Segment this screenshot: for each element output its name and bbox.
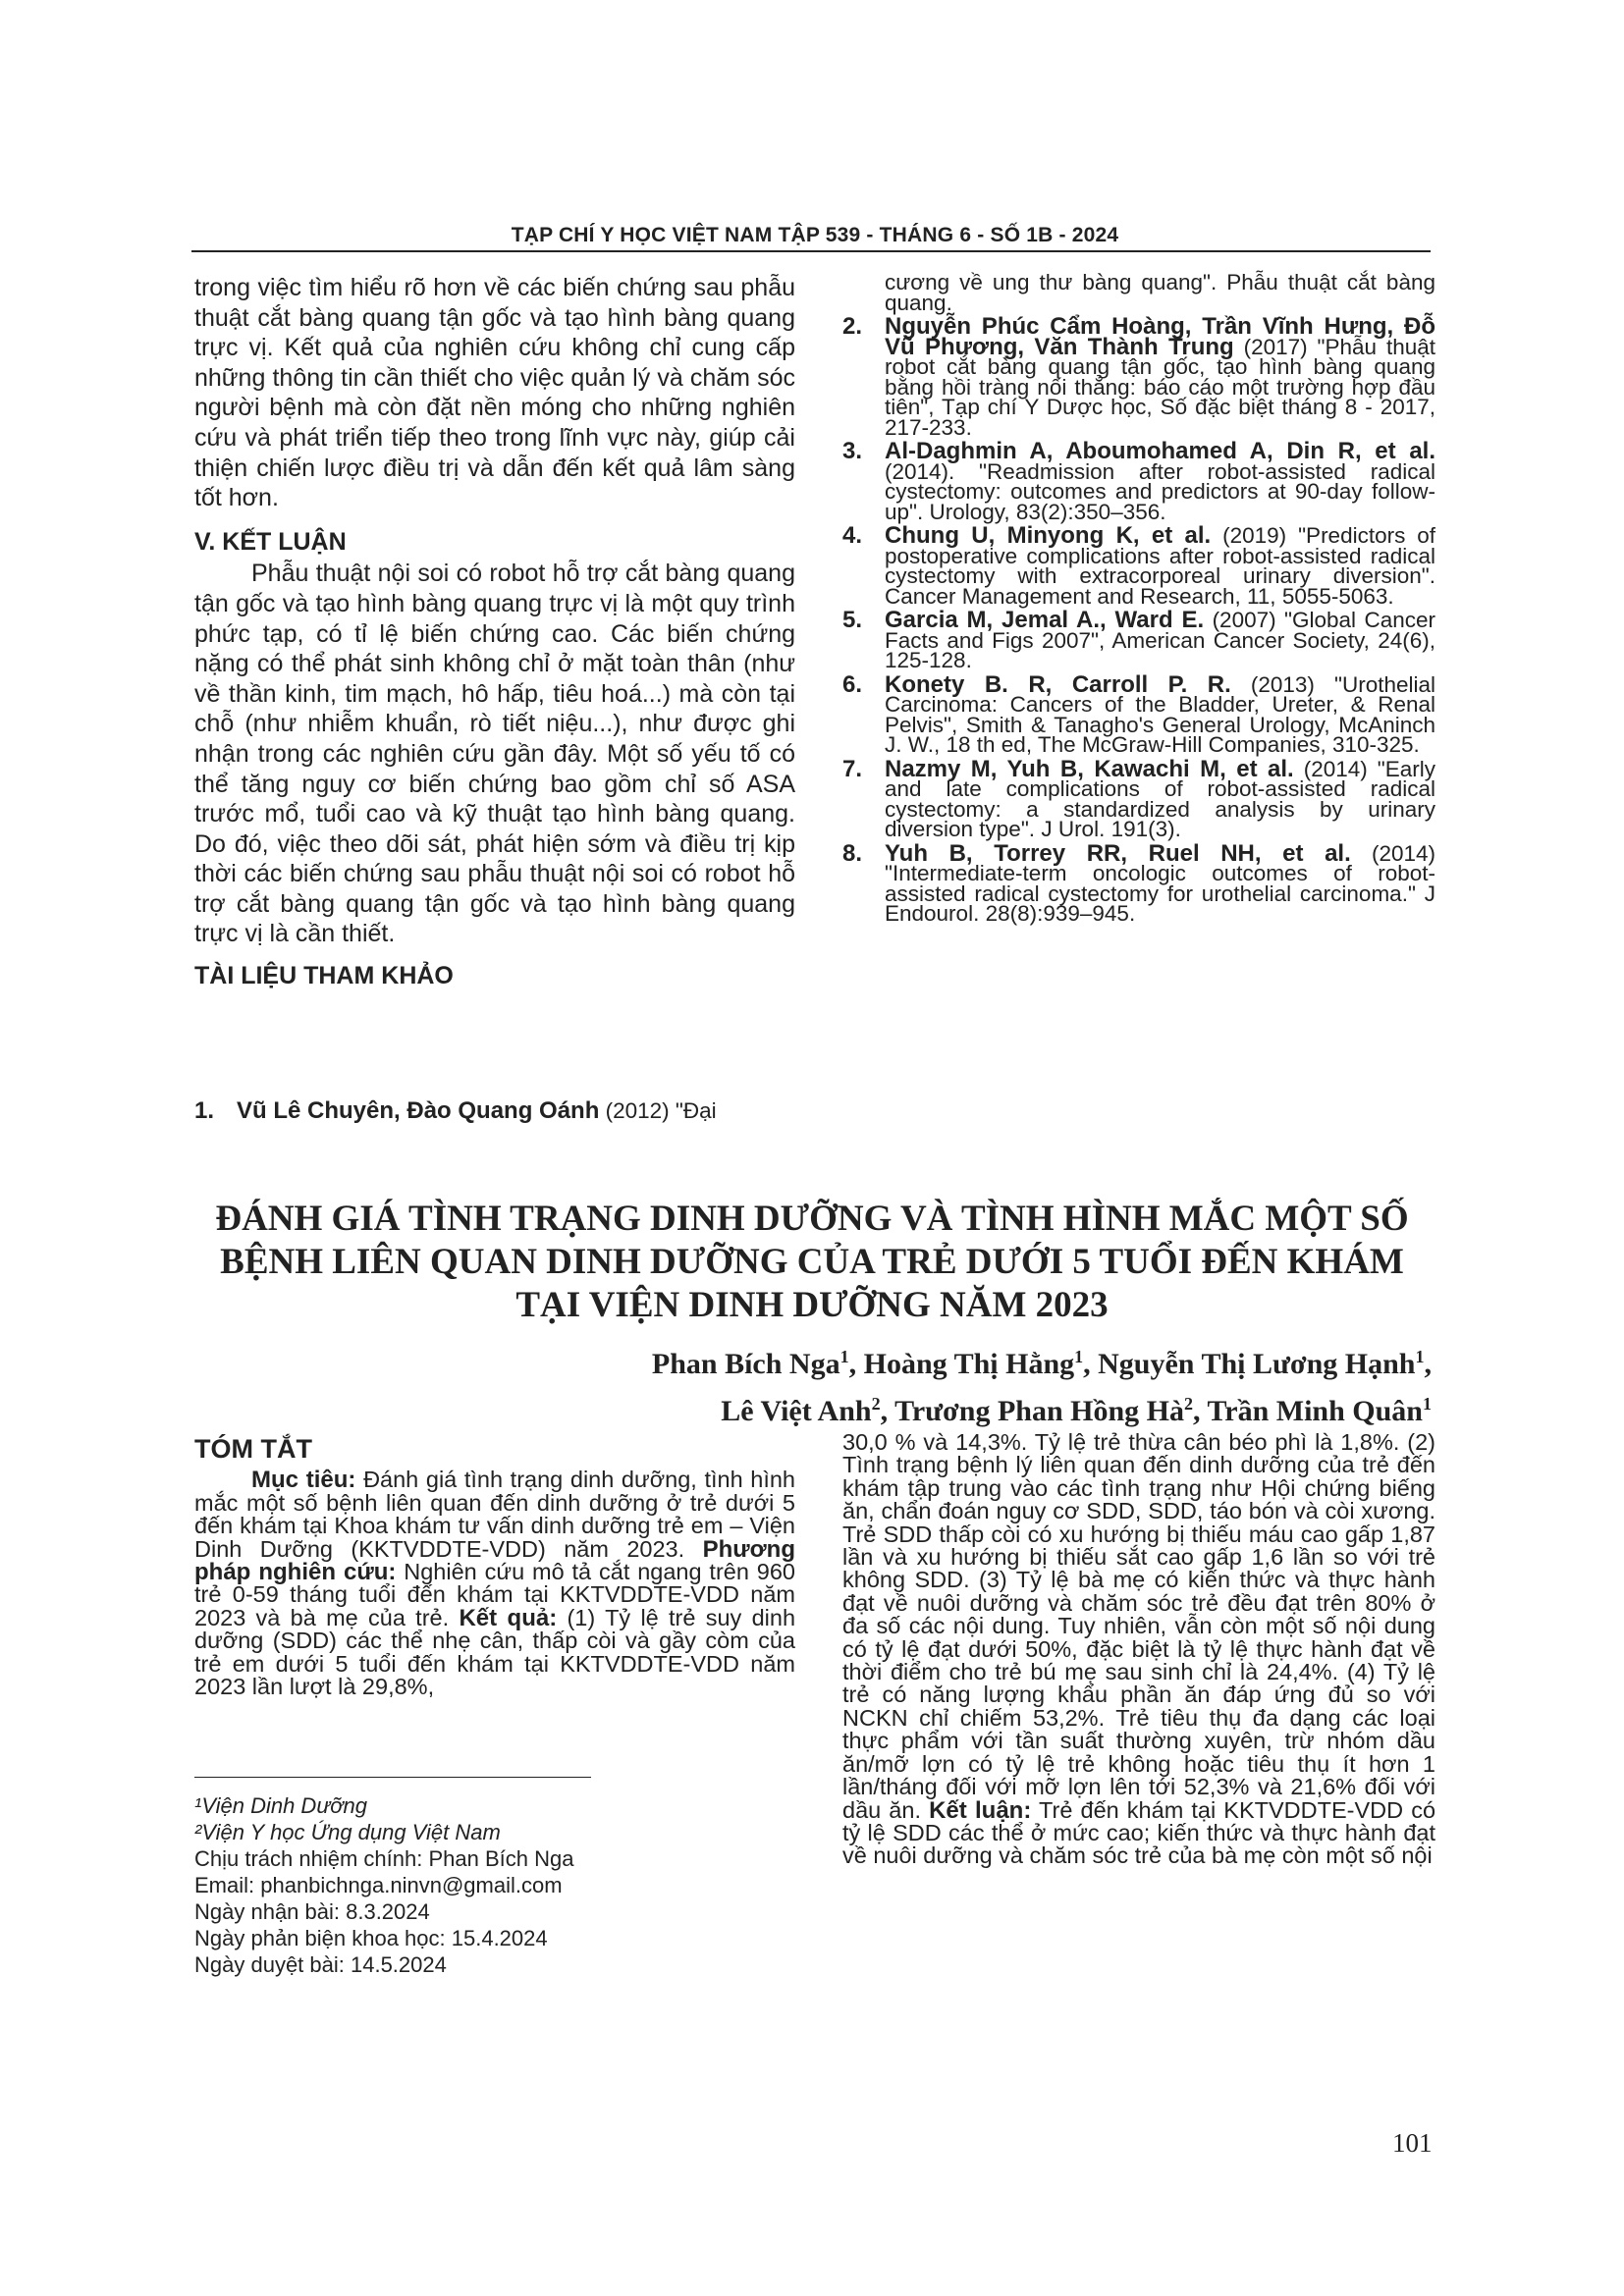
reference-text: (2014). "Readmission after robot-assisted radical cystectomy: outcomes and predictors at 90-day follow-up". Urology, 83(2):350–356. [885, 458, 1435, 524]
reference-text: (2017) "Phẫu thuật robot cắt bàng quang tận gốc, tạo hình bàng quang bằng hồi tràng nối thẳng: báo cáo một trường hợp đầu tiên", Tạp chí Y Dược học, Số đặc biệt tháng 8 - 2017, 217-233. [885, 334, 1435, 440]
reference-authors: Nguyễn Phúc Cẩm Hoàng, Trần Vĩnh Hưng, Đỗ Vũ Phương, Văn Thành Trung [885, 313, 1435, 360]
prev-article-left-column [194, 273, 795, 991]
conclusion-heading: V. KẾT LUẬN [194, 527, 347, 556]
reference-item [842, 755, 1436, 841]
affiliation-2: ²Viện Y học Ứng dụng Việt Nam [194, 1820, 501, 1844]
reference-text: (2013) "Urothelial Carcinoma: Cancers of the Bladder, Ureter, & Renal Pelvis", Smith & Tanagho's General Urology, McAninch J. W., 18 th ed, The McGraw-Hill Companies, 310-325. [885, 671, 1435, 757]
author-affiliation-mark: 1 [1415, 1347, 1425, 1366]
author-name: Trần Minh Quân [1207, 1395, 1423, 1427]
abstract-heading: TÓM TẮT [194, 1434, 312, 1464]
reference-text: (2014) "Early and late complications of robot-assisted radical cystectomy: a standardized analysis by urinary diversion type". J Urol. 191(3). [885, 756, 1436, 841]
author-affiliation-mark: 2 [1184, 1394, 1194, 1414]
reference-list [842, 313, 1436, 926]
method-text: Nghiên cứu mô tả cắt ngang trên 960 trẻ 0-59 tháng tuổi đến khám tại KKTVDDTE-VDD năm 2023 và bà mẹ của trẻ. [194, 1559, 796, 1630]
reference-item [842, 839, 1435, 926]
reference-item-1-start [194, 1097, 795, 1125]
responsible-author: Chịu trách nhiệm chính: Phan Bích Nga [194, 1846, 574, 1871]
author-name: Nguyễn Thị Lương Hạnh [1098, 1348, 1416, 1380]
results-label: Kết quả: [459, 1604, 558, 1631]
received-date: Ngày nhận bài: 8.3.2024 [194, 1899, 430, 1924]
author-affiliation-mark: 2 [871, 1394, 881, 1414]
abstract-left-column [194, 1434, 796, 1700]
abstract-right-column [842, 1431, 1435, 1868]
reference-number: 3. [842, 438, 863, 464]
reference-item [842, 438, 1435, 524]
references-heading: TÀI LIỆU THAM KHẢO [194, 962, 454, 990]
abstract-paragraph [194, 1468, 795, 1698]
objective-text: Đánh giá tình trạng dinh dưỡng, tình hình mắc một số bệnh liên quan đến dinh dưỡng ở trẻ dưới 5 đến khám tại Khoa khám tư vấn dinh dưỡng trẻ em – Viện Dinh Dưỡng (KKTVDDTE-VDD) năm 2023. [194, 1467, 796, 1562]
footnotes [194, 1792, 795, 1978]
results-text-right: 30,0 % và 14,3%. Tỷ lệ trẻ thừa cân béo phì là 1,8%. (2) Tình trạng bệnh lý liên quan đến dinh dưỡng của trẻ đến khám tập trung vào các tình trạng như Hội chứng biếng ăn, chẩn đoán nguy cơ SDD, SDD, táo bón và còi xương. Trẻ SDD thấp còi có xu hướng bị thiếu máu cao gấp 1,87 lần và xu hướng bị thiếu sắt cao gấp 1,6 lần so với trẻ không SDD. (3) Tỷ lệ bà mẹ có kiến thức và thực hành đạt về nuôi dưỡng và chăm sóc trẻ đều đạt trên 80% ở đa số các nội dung. Tuy nhiên, vẫn còn một số nội dung có tỷ lệ đạt dưới 50%, đặc biệt là tỷ lệ thực hành đạt về thời điểm cho trẻ bú mẹ sau sinh chỉ là 24,4%. (4) Tỷ lệ trẻ có năng lượng khẩu phần ăn đáp ứng đủ so với NCKN chỉ chiếm 53,2%. Trẻ tiêu thụ đa dạng các loại thực phẩm với tần suất thường xuyên, trừ nhóm dầu ăn/mỡ lợn có tỷ lệ trẻ không hoặc tiêu thụ ít hơn 1 lần/tháng đối với mỡ lợn lên tới 52,3% và 21,6% đối với dầu ăn. [842, 1429, 1435, 1823]
reference-authors: Nazmy M, Yuh B, Kawachi M, et al. [885, 755, 1294, 782]
reference-item [842, 522, 1436, 609]
reference-text-part1: (2012) "Đại [599, 1098, 717, 1123]
author-affiliation-mark: 1 [1423, 1394, 1432, 1414]
objective-label: Mục tiêu: [251, 1467, 356, 1494]
reference-authors: Al-Daghmin A, Aboumohamed A, Din R, et al. [885, 438, 1435, 464]
page-number: 101 [1392, 2128, 1433, 2158]
references-right-column [842, 270, 1436, 926]
reference-item [842, 313, 1435, 440]
reference-text: (2014) "Intermediate-term oncologic outcomes of robot-assisted radical cystectomy for urothelial carcinoma." J Endourol. 28(8):939–945. [885, 840, 1435, 926]
results-text-left: (1) Tỷ lệ trẻ suy dinh dưỡng (SDD) các thể nhẹ cân, thấp còi và gầy còm của trẻ em dưới 5 tuổi đến khám tại KKTVDDTE-VDD năm 2023 lần lượt là 29,8%, [194, 1604, 796, 1700]
reference-item [842, 607, 1435, 672]
reference-number: 4. [842, 522, 863, 549]
reference-number: 1. [194, 1097, 215, 1124]
author-name: Phan Bích Nga [651, 1348, 840, 1380]
author-name: Lê Việt Anh [721, 1395, 872, 1427]
article-title: ĐÁNH GIÁ TÌNH TRẠNG DINH DƯỠNG VÀ TÌNH HÌNH MẮC MỘT SỐ BỆNH LIÊN QUAN DINH DƯỠNG CỦA TRẺ DƯỚI 5 TUỔI ĐẾN KHÁM TẠI VIỆN DINH DƯỠNG NĂM 2023 [215, 1199, 1409, 1325]
reference-number: 5. [842, 607, 863, 633]
header-divider [191, 250, 1431, 252]
reference-text-part2: cương về ung thư bàng quang". Phẫu thuật cắt bàng quang. [885, 270, 1435, 315]
approval-date: Ngày duyệt bài: 14.5.2024 [194, 1952, 447, 1977]
footnote-divider [194, 1777, 591, 1778]
reference-authors: Chung U, Minyong K, et al. [885, 522, 1212, 549]
author-list: Phan Bích Nga$^1$, Hoàng Thị Hằng$^1$, Nguyễn Thị Lương Hạnh$^1$, Lê Việt Anh$^2$, Trương Phan Hồng $Hà^2$, Trần Minh Quân$^1$ [651, 1347, 1432, 1427]
reference-number: 2. [842, 313, 863, 340]
conclusion-label: Kết luận: [929, 1796, 1032, 1824]
conclusion-paragraph: Phẫu thuật nội soi có robot hỗ trợ cắt bàng quang tận gốc và tạo hình bàng quang trực vị là một quy trình phức tạp, có tỉ lệ biến chứng cao. Các biến chứng nặng có thể phát sinh không chỉ ở mặt toàn thân (như về thần kinh, tim mạch, hô hấp, tiêu hoá...) mà còn tại chỗ (như nhiễm khuẩn, rò tiết niệu...), như được ghi nhận trong các nghiên cứu gần đây. Một số yếu tố có thể tăng nguy cơ biến chứng bao gồm chỉ số ASA trước mổ, tuổi cao và kỹ thuật tạo hình bàng quang. Do đó, việc theo dõi sát, phát hiện sớm và điều trị kịp thời các biến chứng sau phẫu thuật nội soi có robot hỗ trợ cắt bàng quang tận gốc và tạo hình bàng quang trực vị là cần thiết. [194, 560, 795, 948]
reference-text: (2007) "Global Cancer Facts and Figs 2007", American Cancer Society, 24(6), 125-128. [885, 608, 1435, 672]
author-name: Hoàng Thị Hằng [863, 1348, 1075, 1380]
discussion-end-paragraph: trong việc tìm hiểu rõ hơn về các biến chứng sau phẫu thuật cắt bàng quang tận gốc và tạo hình bàng quang trực vị. Kết quả của nghiên cứu không chỉ cung cấp những thông tin cần thiết cho việc quản lý và chăm sóc người bệnh mà còn đặt nền móng cho những nghiên cứu và phát triển tiếp theo trong lĩnh vực này, giúp cải thiện chiến lược điều trị và dẫn đến kết quả lâm sàng tốt hơn. [194, 274, 795, 512]
reference-number: 8. [842, 839, 863, 867]
abstract-continuation [842, 1431, 1435, 1868]
reference-number: 7. [842, 755, 863, 782]
contact-email: Email: phanbichnga.ninvn@gmail.com [194, 1873, 563, 1897]
reference-item [842, 670, 1435, 757]
reference-authors: Vũ Lê Chuyên, Đào Quang Oánh [237, 1097, 600, 1124]
conclusion-text: Trẻ đến khám tại KKTVDDTE-VDD có tỷ lệ SDD các thể ở mức cao; kiến thức và thực hành đạt về nuôi dưỡng và chăm sóc trẻ của bà mẹ còn một số nội [842, 1796, 1436, 1869]
reference-authors: Yuh B, Torrey RR, Ruel NH, et al. [885, 839, 1351, 867]
reference-text: (2019) "Predictors of postoperative complications after robot-assisted radical cystectomy with extracorporeal urinary diversion". Cancer Management and Research, 11, 5055-5063. [885, 523, 1436, 609]
journal-header: TẠP CHÍ Y HỌC VIỆT NAM TẬP 539 - THÁNG 6 - SỐ 1B - 2024 [511, 224, 1119, 246]
reference-authors: Garcia M, Jemal A., Ward E. [885, 607, 1205, 633]
reference-number: 6. [842, 670, 863, 698]
method-label: Phương pháp nghiên cứu: [194, 1535, 795, 1586]
review-date: Ngày phản biện khoa học: 15.4.2024 [194, 1926, 548, 1950]
author-name: Trương Phan Hồng Hà [894, 1395, 1185, 1427]
author-affiliation-mark: 1 [839, 1347, 849, 1366]
author-affiliation-mark: 1 [1074, 1347, 1084, 1366]
affiliation-1: ¹Viện Dinh Dưỡng [194, 1793, 368, 1818]
reference-authors: Konety B. R, Carroll P. R. [885, 670, 1231, 698]
